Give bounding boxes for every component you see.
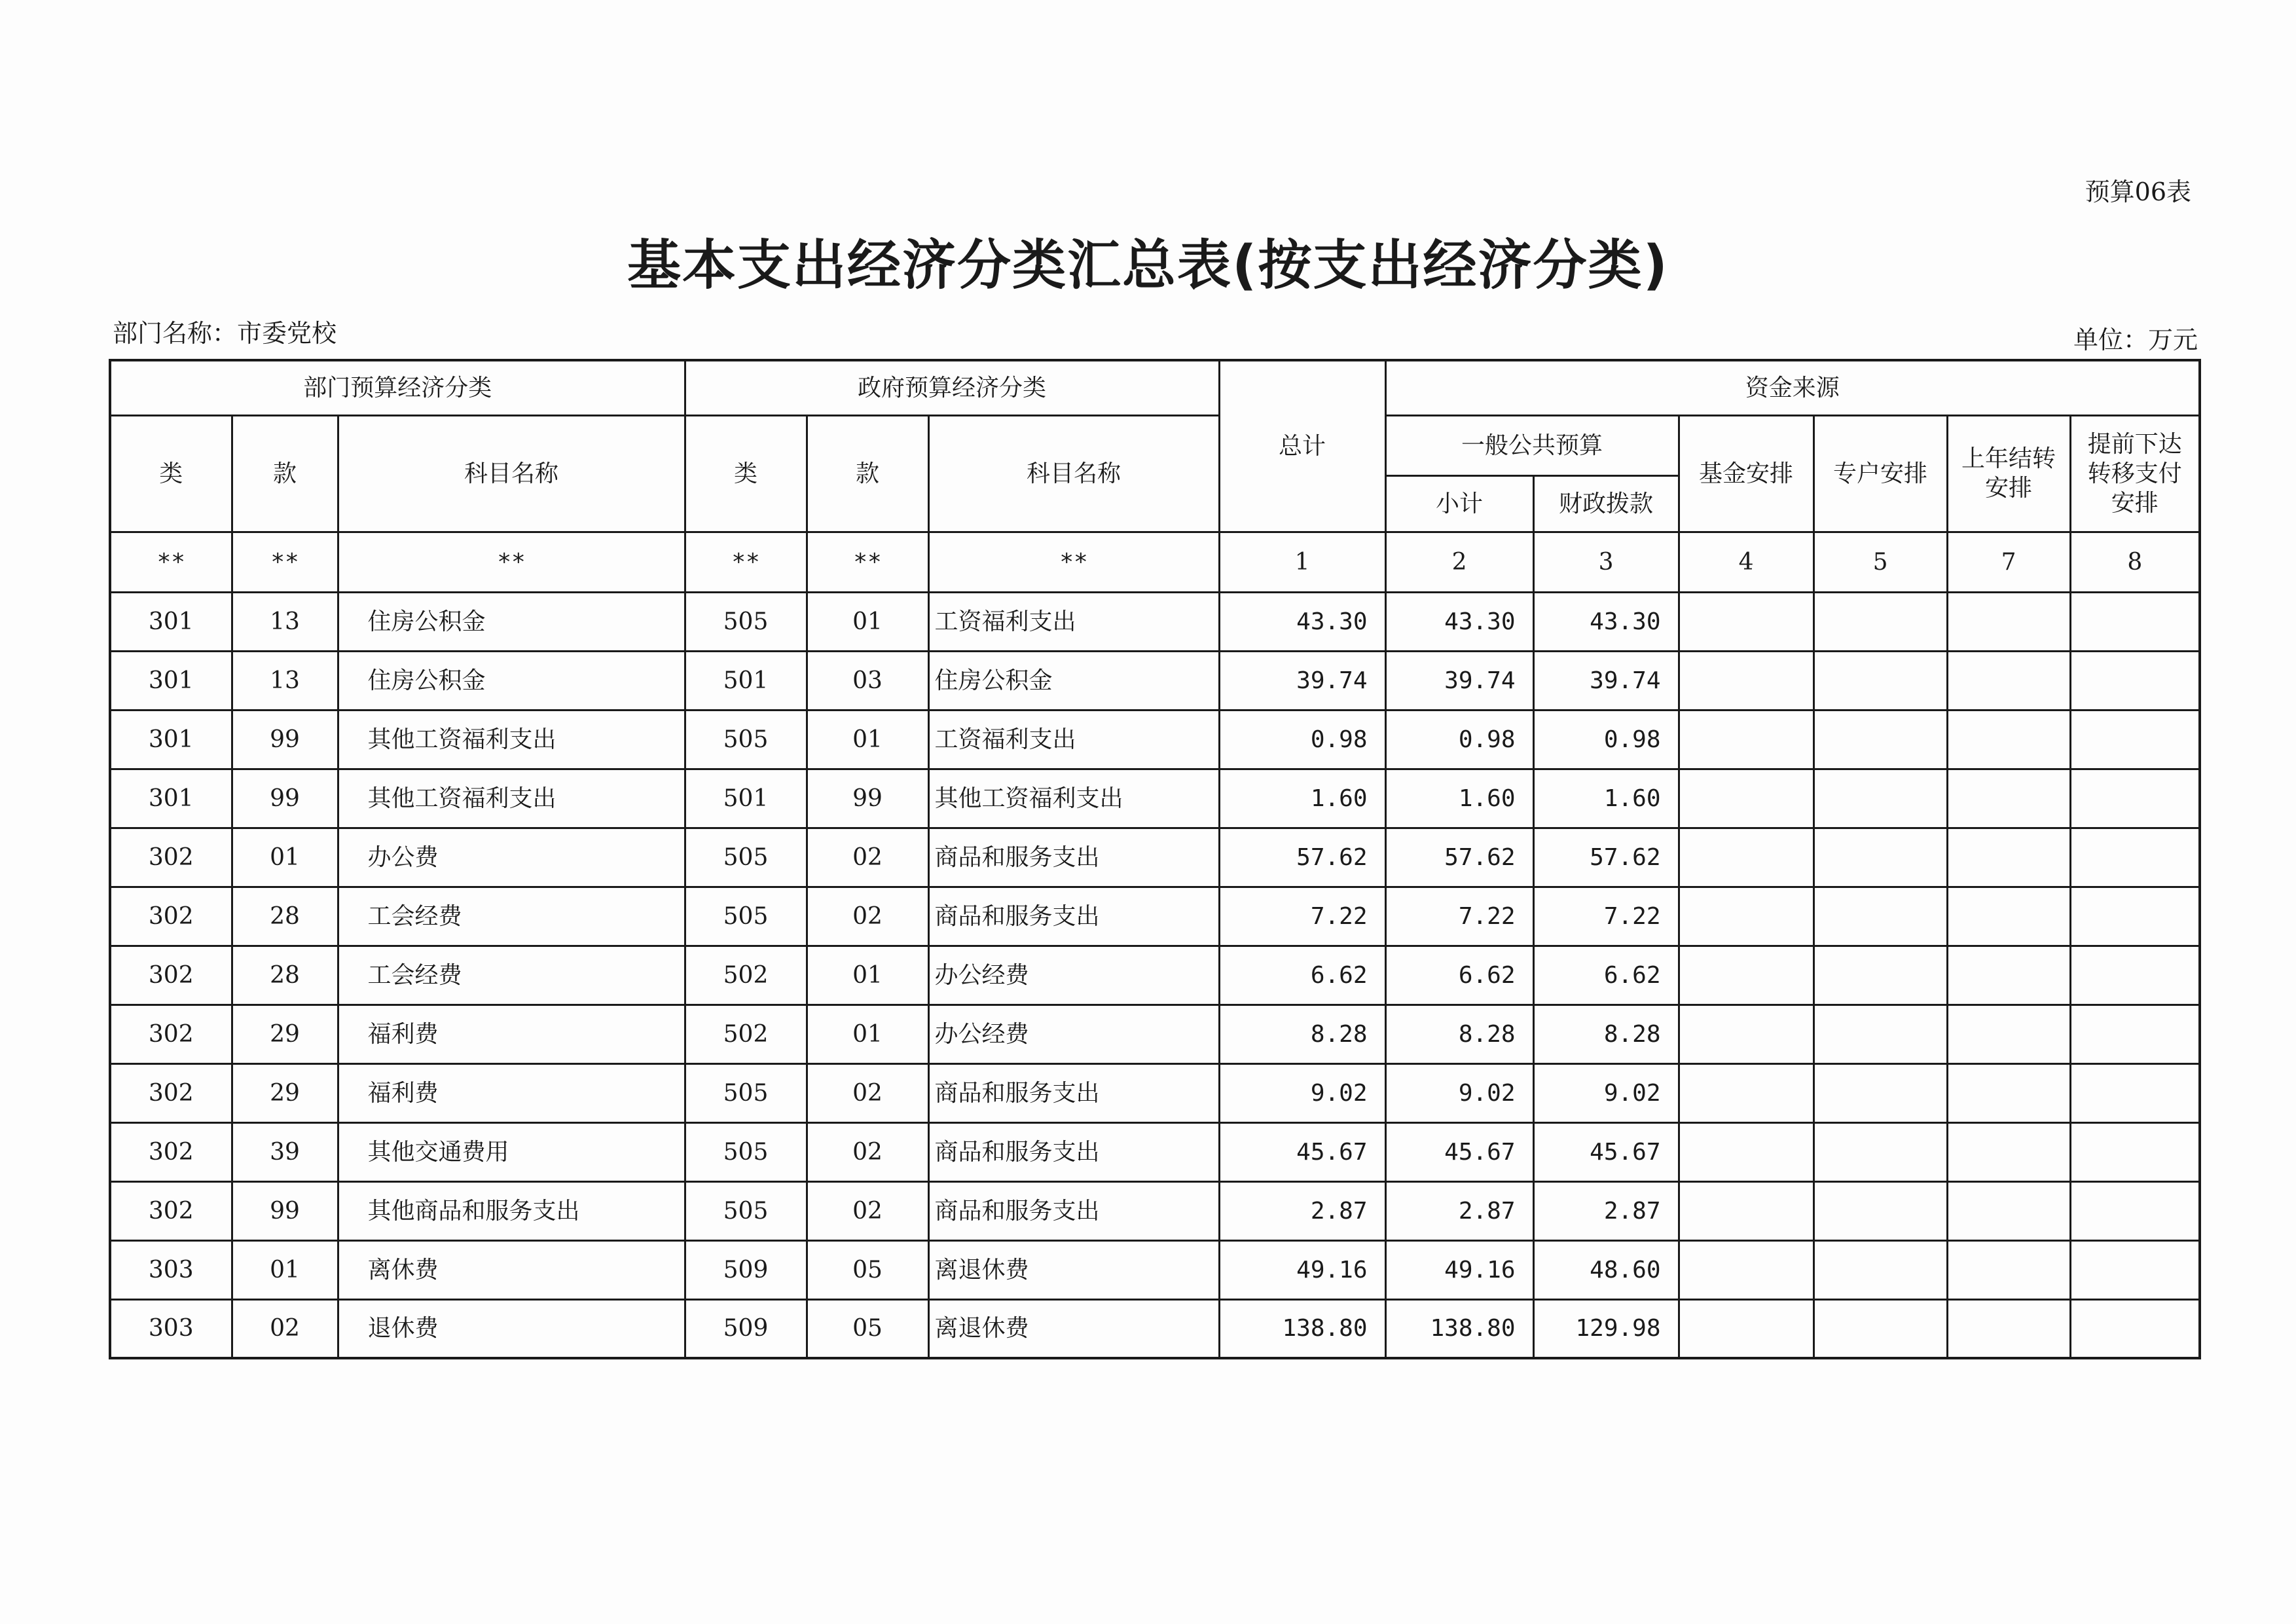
- dept-lei-cell: 301: [110, 651, 232, 710]
- special-account-cell: [1813, 1299, 1947, 1358]
- gov-kuan-cell: 01: [807, 710, 928, 769]
- subtotal-cell: 45.67: [1385, 1122, 1533, 1181]
- gov-item-name-cell: 商品和服务支出: [928, 1181, 1219, 1240]
- dept-kuan-cell: 01: [232, 828, 338, 887]
- gov-item-name-cell: 商品和服务支出: [928, 1122, 1219, 1181]
- special-account-cell: [1813, 887, 1947, 946]
- dept-lei-cell: 302: [110, 828, 232, 887]
- index-cell: **: [807, 532, 928, 592]
- total-cell: 9.02: [1219, 1063, 1385, 1122]
- index-cell: **: [110, 532, 232, 592]
- fund-arrangement-cell: [1679, 769, 1813, 828]
- index-cell: 4: [1679, 532, 1813, 592]
- dept-kuan-cell: 99: [232, 1181, 338, 1240]
- index-cell: 3: [1533, 532, 1679, 592]
- dept-item-name-cell: 工会经费: [338, 887, 685, 946]
- special-account-cell: [1813, 710, 1947, 769]
- advance-transfer-cell: [2070, 710, 2200, 769]
- fund-arrangement-cell: [1679, 1181, 1813, 1240]
- prior-year-carryover-cell: [1947, 828, 2070, 887]
- index-cell: **: [338, 532, 685, 592]
- header-gov-kuan: 款: [807, 415, 928, 532]
- table-row: [110, 887, 2200, 946]
- gov-lei-cell: 505: [685, 828, 807, 887]
- dept-item-name-cell: 办公费: [338, 828, 685, 887]
- gov-lei-cell: 509: [685, 1299, 807, 1358]
- subtotal-cell: 6.62: [1385, 946, 1533, 1005]
- dept-item-name-cell: 其他工资福利支出: [338, 769, 685, 828]
- header-prior-year-carryover: 上年结转 安排: [1947, 415, 2070, 532]
- department-label: 部门名称：市委党校: [113, 319, 337, 348]
- dept-kuan-cell: 13: [232, 651, 338, 710]
- dept-item-name-cell: 其他交通费用: [338, 1122, 685, 1181]
- subtotal-cell: 49.16: [1385, 1240, 1533, 1299]
- dept-item-name-cell: 福利费: [338, 1063, 685, 1122]
- total-cell: 6.62: [1219, 946, 1385, 1005]
- index-cell: 2: [1385, 532, 1533, 592]
- gov-kuan-cell: 05: [807, 1240, 928, 1299]
- dept-lei-cell: 302: [110, 1181, 232, 1240]
- advance-transfer-cell: [2070, 1181, 2200, 1240]
- dept-kuan-cell: 13: [232, 592, 338, 651]
- gov-kuan-cell: 99: [807, 769, 928, 828]
- dept-item-name-cell: 工会经费: [338, 946, 685, 1005]
- total-cell: 43.30: [1219, 592, 1385, 651]
- table-row: [110, 710, 2200, 769]
- fiscal-allocation-cell: 57.62: [1533, 828, 1679, 887]
- subtotal-cell: 39.74: [1385, 651, 1533, 710]
- prior-year-carryover-cell: [1947, 1299, 2070, 1358]
- fund-arrangement-cell: [1679, 1122, 1813, 1181]
- dept-kuan-cell: 28: [232, 887, 338, 946]
- index-cell: 8: [2070, 532, 2200, 592]
- prior-year-carryover-cell: [1947, 592, 2070, 651]
- index-cell: 1: [1219, 532, 1385, 592]
- dept-lei-cell: 301: [110, 769, 232, 828]
- fund-arrangement-cell: [1679, 1299, 1813, 1358]
- total-cell: 0.98: [1219, 710, 1385, 769]
- unit-label: 单位：万元: [2073, 325, 2198, 354]
- data-rows: [110, 592, 2200, 1358]
- table-row: [110, 1240, 2200, 1299]
- prior-year-carryover-cell: [1947, 1240, 2070, 1299]
- subtotal-cell: 8.28: [1385, 1005, 1533, 1063]
- fiscal-allocation-cell: 2.87: [1533, 1181, 1679, 1240]
- dept-item-name-cell: 其他工资福利支出: [338, 710, 685, 769]
- dept-lei-cell: 302: [110, 1122, 232, 1181]
- header-dept-group: 部门预算经济分类: [110, 360, 685, 415]
- header-gov-item-name: 科目名称: [928, 415, 1219, 532]
- gov-kuan-cell: 02: [807, 1181, 928, 1240]
- subtotal-cell: 138.80: [1385, 1299, 1533, 1358]
- fund-arrangement-cell: [1679, 592, 1813, 651]
- gov-item-name-cell: 工资福利支出: [928, 592, 1219, 651]
- fund-arrangement-cell: [1679, 710, 1813, 769]
- total-cell: 45.67: [1219, 1122, 1385, 1181]
- header-fiscal-allocation: 财政拨款: [1533, 475, 1679, 532]
- gov-item-name-cell: 办公经费: [928, 1005, 1219, 1063]
- dept-lei-cell: 302: [110, 1063, 232, 1122]
- special-account-cell: [1813, 769, 1947, 828]
- dept-lei-cell: 303: [110, 1299, 232, 1358]
- advance-transfer-cell: [2070, 1005, 2200, 1063]
- gov-kuan-cell: 05: [807, 1299, 928, 1358]
- prior-year-carryover-cell: [1947, 887, 2070, 946]
- gov-lei-cell: 502: [685, 946, 807, 1005]
- header-advance-transfer: 提前下达 转移支付 安排: [2070, 415, 2200, 532]
- gov-kuan-cell: 03: [807, 651, 928, 710]
- prior-year-carryover-cell: [1947, 651, 2070, 710]
- fiscal-allocation-cell: 1.60: [1533, 769, 1679, 828]
- subtotal-cell: 7.22: [1385, 887, 1533, 946]
- dept-lei-cell: 301: [110, 592, 232, 651]
- gov-kuan-cell: 02: [807, 1063, 928, 1122]
- header-dept-item-name: 科目名称: [338, 415, 685, 532]
- page-title: 基本支出经济分类汇总表(按支出经济分类): [627, 234, 1669, 297]
- gov-item-name-cell: 住房公积金: [928, 651, 1219, 710]
- gov-item-name-cell: 商品和服务支出: [928, 1063, 1219, 1122]
- total-cell: 8.28: [1219, 1005, 1385, 1063]
- prior-year-carryover-cell: [1947, 1181, 2070, 1240]
- dept-lei-cell: 302: [110, 946, 232, 1005]
- subtotal-cell: 9.02: [1385, 1063, 1533, 1122]
- header-dept-kuan: 款: [232, 415, 338, 532]
- advance-transfer-cell: [2070, 1299, 2200, 1358]
- special-account-cell: [1813, 828, 1947, 887]
- fiscal-allocation-cell: 6.62: [1533, 946, 1679, 1005]
- special-account-cell: [1813, 592, 1947, 651]
- total-cell: 1.60: [1219, 769, 1385, 828]
- table-row: [110, 1299, 2200, 1358]
- total-cell: 49.16: [1219, 1240, 1385, 1299]
- fiscal-allocation-cell: 0.98: [1533, 710, 1679, 769]
- fund-arrangement-cell: [1679, 651, 1813, 710]
- total-cell: 39.74: [1219, 651, 1385, 710]
- header-funding-source: 资金来源: [1385, 360, 2200, 415]
- special-account-cell: [1813, 1181, 1947, 1240]
- table-row: [110, 1181, 2200, 1240]
- special-account-cell: [1813, 1005, 1947, 1063]
- fund-arrangement-cell: [1679, 1240, 1813, 1299]
- gov-item-name-cell: 其他工资福利支出: [928, 769, 1219, 828]
- index-cell: **: [928, 532, 1219, 592]
- prior-year-carryover-cell: [1947, 946, 2070, 1005]
- dept-kuan-cell: 99: [232, 769, 338, 828]
- table-row: [110, 769, 2200, 828]
- fund-arrangement-cell: [1679, 946, 1813, 1005]
- header-special-account: 专户安排: [1813, 415, 1947, 532]
- subtotal-cell: 0.98: [1385, 710, 1533, 769]
- index-cell: **: [232, 532, 338, 592]
- table-row: [110, 1005, 2200, 1063]
- total-cell: 138.80: [1219, 1299, 1385, 1358]
- gov-kuan-cell: 01: [807, 946, 928, 1005]
- total-cell: 2.87: [1219, 1181, 1385, 1240]
- special-account-cell: [1813, 1122, 1947, 1181]
- special-account-cell: [1813, 651, 1947, 710]
- gov-kuan-cell: 02: [807, 1122, 928, 1181]
- advance-transfer-cell: [2070, 1063, 2200, 1122]
- gov-item-name-cell: 办公经费: [928, 946, 1219, 1005]
- header-fund-arrangement: 基金安排: [1679, 415, 1813, 532]
- gov-item-name-cell: 商品和服务支出: [928, 887, 1219, 946]
- dept-kuan-cell: 99: [232, 710, 338, 769]
- gov-kuan-cell: 01: [807, 592, 928, 651]
- fiscal-allocation-cell: 45.67: [1533, 1122, 1679, 1181]
- index-cell: 5: [1813, 532, 1947, 592]
- subtotal-cell: 43.30: [1385, 592, 1533, 651]
- advance-transfer-cell: [2070, 828, 2200, 887]
- header-gov-lei: 类: [685, 415, 807, 532]
- page-code: 预算06表: [2085, 177, 2191, 206]
- fiscal-allocation-cell: 9.02: [1533, 1063, 1679, 1122]
- dept-lei-cell: 303: [110, 1240, 232, 1299]
- fiscal-allocation-cell: 7.22: [1533, 887, 1679, 946]
- table-row: [110, 828, 2200, 887]
- fund-arrangement-cell: [1679, 828, 1813, 887]
- dept-kuan-cell: 28: [232, 946, 338, 1005]
- special-account-cell: [1813, 946, 1947, 1005]
- gov-kuan-cell: 02: [807, 828, 928, 887]
- header-total: 总计: [1219, 360, 1385, 532]
- gov-lei-cell: 505: [685, 592, 807, 651]
- dept-kuan-cell: 01: [232, 1240, 338, 1299]
- header-subtotal: 小计: [1385, 475, 1533, 532]
- fiscal-allocation-cell: 129.98: [1533, 1299, 1679, 1358]
- subtotal-cell: 57.62: [1385, 828, 1533, 887]
- total-cell: 7.22: [1219, 887, 1385, 946]
- table-row: [110, 1122, 2200, 1181]
- dept-item-name-cell: 住房公积金: [338, 592, 685, 651]
- prior-year-carryover-cell: [1947, 1005, 2070, 1063]
- header-general-budget: 一般公共预算: [1385, 415, 1679, 475]
- fund-arrangement-cell: [1679, 1005, 1813, 1063]
- gov-kuan-cell: 02: [807, 887, 928, 946]
- table-row: [110, 946, 2200, 1005]
- dept-kuan-cell: 39: [232, 1122, 338, 1181]
- dept-item-name-cell: 其他商品和服务支出: [338, 1181, 685, 1240]
- gov-lei-cell: 501: [685, 769, 807, 828]
- gov-item-name-cell: 离退休费: [928, 1240, 1219, 1299]
- fund-arrangement-cell: [1679, 887, 1813, 946]
- dept-lei-cell: 302: [110, 887, 232, 946]
- fund-arrangement-cell: [1679, 1063, 1813, 1122]
- gov-lei-cell: 501: [685, 651, 807, 710]
- table-row: [110, 651, 2200, 710]
- gov-lei-cell: 502: [685, 1005, 807, 1063]
- index-cell: 7: [1947, 532, 2070, 592]
- dept-item-name-cell: 住房公积金: [338, 651, 685, 710]
- gov-lei-cell: 505: [685, 1122, 807, 1181]
- gov-item-name-cell: 工资福利支出: [928, 710, 1219, 769]
- advance-transfer-cell: [2070, 1122, 2200, 1181]
- table-row: [110, 1063, 2200, 1122]
- prior-year-carryover-cell: [1947, 1122, 2070, 1181]
- gov-lei-cell: 505: [685, 887, 807, 946]
- prior-year-carryover-cell: [1947, 769, 2070, 828]
- dept-item-name-cell: 福利费: [338, 1005, 685, 1063]
- advance-transfer-cell: [2070, 1240, 2200, 1299]
- header-gov-group: 政府预算经济分类: [685, 360, 1219, 415]
- advance-transfer-cell: [2070, 769, 2200, 828]
- dept-item-name-cell: 退休费: [338, 1299, 685, 1358]
- fiscal-allocation-cell: 8.28: [1533, 1005, 1679, 1063]
- special-account-cell: [1813, 1240, 1947, 1299]
- dept-item-name-cell: 离休费: [338, 1240, 685, 1299]
- special-account-cell: [1813, 1063, 1947, 1122]
- advance-transfer-cell: [2070, 651, 2200, 710]
- prior-year-carryover-cell: [1947, 1063, 2070, 1122]
- gov-lei-cell: 505: [685, 1063, 807, 1122]
- gov-item-name-cell: 商品和服务支出: [928, 828, 1219, 887]
- fiscal-allocation-cell: 43.30: [1533, 592, 1679, 651]
- gov-kuan-cell: 01: [807, 1005, 928, 1063]
- advance-transfer-cell: [2070, 946, 2200, 1005]
- fiscal-allocation-cell: 39.74: [1533, 651, 1679, 710]
- header-dept-lei: 类: [110, 415, 232, 532]
- prior-year-carryover-cell: [1947, 710, 2070, 769]
- dept-kuan-cell: 29: [232, 1005, 338, 1063]
- dept-kuan-cell: 02: [232, 1299, 338, 1358]
- fiscal-allocation-cell: 48.60: [1533, 1240, 1679, 1299]
- table-row: [110, 592, 2200, 651]
- advance-transfer-cell: [2070, 887, 2200, 946]
- advance-transfer-cell: [2070, 592, 2200, 651]
- index-row: [110, 532, 2200, 592]
- gov-lei-cell: 509: [685, 1240, 807, 1299]
- subtotal-cell: 1.60: [1385, 769, 1533, 828]
- subtotal-cell: 2.87: [1385, 1181, 1533, 1240]
- dept-lei-cell: 301: [110, 710, 232, 769]
- budget-table: [109, 359, 2201, 1359]
- gov-item-name-cell: 离退休费: [928, 1299, 1219, 1358]
- dept-lei-cell: 302: [110, 1005, 232, 1063]
- index-cell: **: [685, 532, 807, 592]
- total-cell: 57.62: [1219, 828, 1385, 887]
- gov-lei-cell: 505: [685, 710, 807, 769]
- dept-kuan-cell: 29: [232, 1063, 338, 1122]
- gov-lei-cell: 505: [685, 1181, 807, 1240]
